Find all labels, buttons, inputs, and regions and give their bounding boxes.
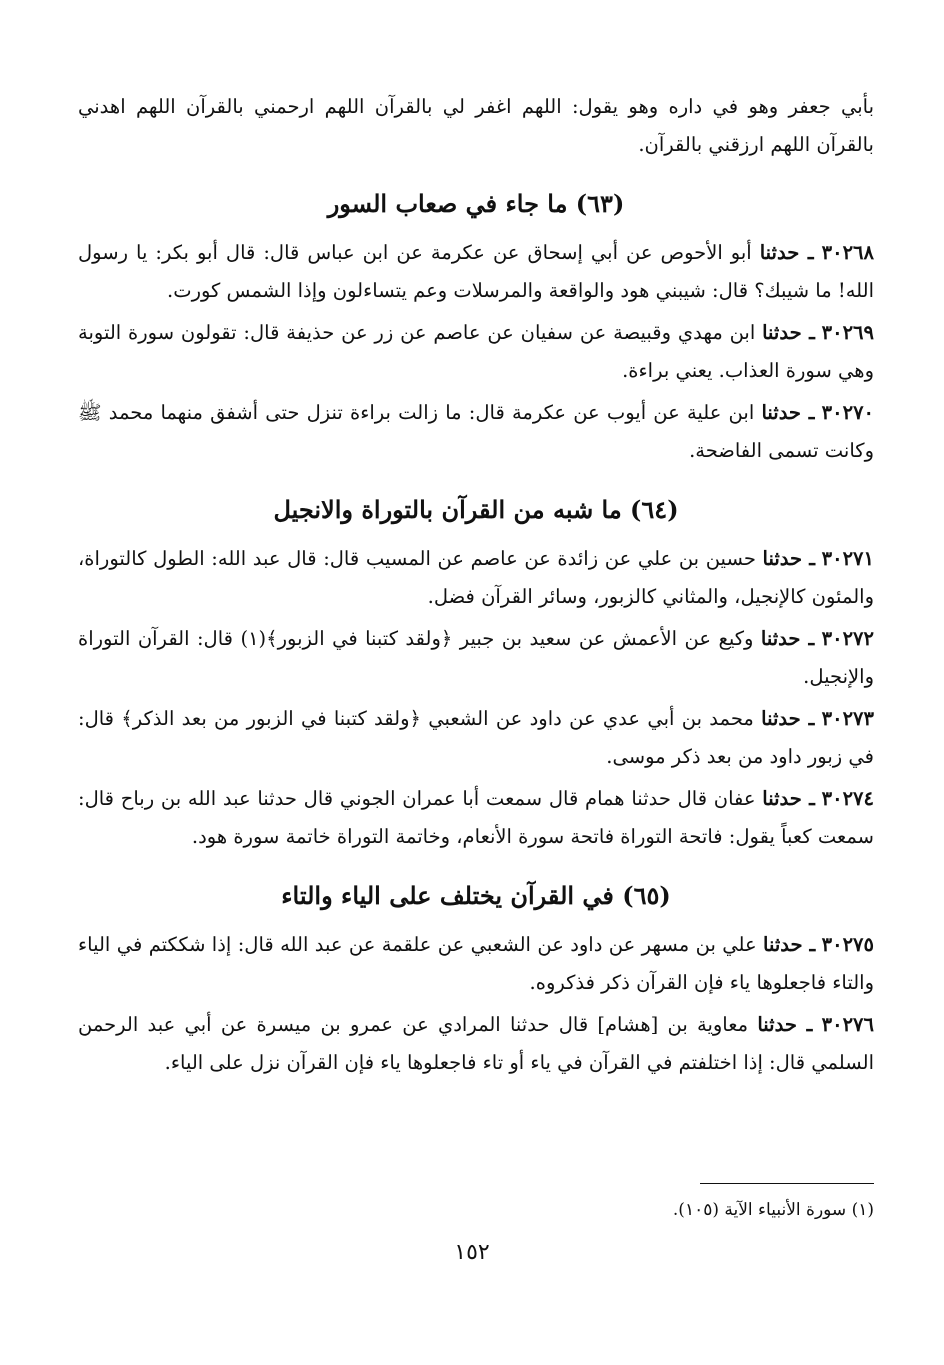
hadith-lead: ـ حدثنا bbox=[761, 401, 815, 424]
hadith-text: ابن مهدي وقبيصة عن سفيان عن عاصم عن زر عن حذيفة قال: تقولون سورة التوبة وهي سورة العذاب. يعني براءة. bbox=[78, 321, 874, 382]
hadith-text: عفان قال حدثنا همام قال سمعت أبا عمران الجوني قال حدثنا عبد الله بن رباح قال: سمعت كعباً يقول: فاتحة التوراة فاتحة سورة الأنعام، وخاتمة التوراة خاتمة سورة هود. bbox=[78, 787, 874, 848]
hadith-number: ٣٠٢٧٦ bbox=[821, 1013, 875, 1036]
page-body bbox=[78, 88, 874, 1086]
hadith-text: حسين بن علي عن زائدة عن عاصم عن المسيب قال: قال عبد الله: الطول كالتوراة، والمئون كالإنجيل، والمثاني كالزبور، وسائر القرآن فضل. bbox=[78, 547, 874, 608]
section-heading: (٦٥) في القرآن يختلف على الياء والتاء bbox=[281, 881, 671, 910]
hadith-entry bbox=[78, 780, 874, 856]
hadith-entry bbox=[78, 926, 874, 1002]
hadith-entry bbox=[78, 394, 874, 470]
hadith-entry bbox=[78, 700, 874, 776]
hadith-entry bbox=[78, 1006, 874, 1082]
section-heading: (٦٤) ما شبه من القرآن بالتوراة والانجيل bbox=[273, 495, 679, 524]
hadith-entry bbox=[78, 314, 874, 390]
hadith-lead: ـ حدثنا bbox=[761, 707, 815, 730]
hadith-lead: ـ حدثنا bbox=[762, 787, 815, 810]
footnote: (١) سورة الأنبياء الآية (١٠٥). bbox=[672, 1200, 874, 1220]
hadith-number: ٣٠٢٧٤ bbox=[821, 787, 875, 810]
hadith-lead: ـ حدثنا bbox=[760, 627, 815, 650]
hadith-text: أبو الأحوص عن أبي إسحاق عن عكرمة عن ابن عباس قال: قال أبو بكر: يا رسول الله! ما شيبك؟ قال: شيبني هود والواقعة والمرسلات وعم يتساءلون وإذا الشمس كورت. bbox=[78, 241, 874, 302]
hadith-number: ٣٠٢٧٥ bbox=[821, 933, 875, 956]
footnote-separator bbox=[700, 1183, 874, 1184]
hadith-text: معاوية بن [هشام] قال حدثنا المرادي عن عمرو بن ميسرة عن أبي عبد الرحمن السلمي قال: إذا اختلفتم في القرآن في ياء أو تاء فاجعلوها ياء فإن القرآن نزل على الياء. bbox=[78, 1013, 874, 1074]
hadith-text: وكيع عن الأعمش عن سعيد بن جبير ﴿ولقد كتبنا في الزبور﴾(١) قال: القرآن التوراة والإنجيل. bbox=[78, 627, 874, 688]
hadith-entry bbox=[78, 620, 874, 696]
hadith-number: ٣٠٢٦٨ bbox=[821, 241, 875, 264]
hadith-number: ٣٠٢٧١ bbox=[821, 547, 874, 570]
hadith-number: ٣٠٢٧٢ bbox=[821, 627, 875, 650]
hadith-lead: ـ حدثنا bbox=[763, 933, 816, 956]
hadith-text: محمد بن أبي عدي عن داود عن الشعبي ﴿ولقد كتبنا في الزبور من بعد الذكر﴾ قال: في زبور داود من بعد ذكر موسى. bbox=[78, 707, 874, 768]
hadith-entry bbox=[78, 540, 874, 616]
section-heading: (٦٣) ما جاء في صعاب السور bbox=[327, 189, 625, 218]
hadith-number: ٣٠٢٦٩ bbox=[821, 321, 874, 344]
hadith-lead: ـ حدثنا bbox=[759, 241, 814, 264]
page-number: ١٥٢ bbox=[454, 1240, 490, 1265]
hadith-number: ٣٠٢٧٣ bbox=[821, 707, 875, 730]
hadith-text: ابن علية عن أيوب عن عكرمة قال: ما زالت براءة تنزل حتى أشفق منهما محمد ﷺ وكانت تسمى الفاضحة. bbox=[78, 401, 874, 462]
hadith-number: ٣٠٢٧٠ bbox=[821, 401, 875, 424]
intro-paragraph: بأبي جعفر وهو في داره وهو يقول: اللهم اغفر لي بالقرآن اللهم ارحمني بالقرآن اللهم اهدني بالقرآن اللهم ارزقني بالقرآن. bbox=[78, 95, 874, 156]
hadith-text: علي بن مسهر عن داود عن الشعبي عن علقمة عن عبد الله قال: إذا شككتم في الياء والتاء فاجعلوها ياء فإن القرآن ذكر فذكروه. bbox=[78, 933, 874, 994]
hadith-entry bbox=[78, 234, 874, 310]
hadith-lead: ـ حدثنا bbox=[762, 547, 815, 570]
hadith-lead: ـ حدثنا bbox=[757, 1013, 813, 1036]
hadith-lead: ـ حدثنا bbox=[762, 321, 815, 344]
